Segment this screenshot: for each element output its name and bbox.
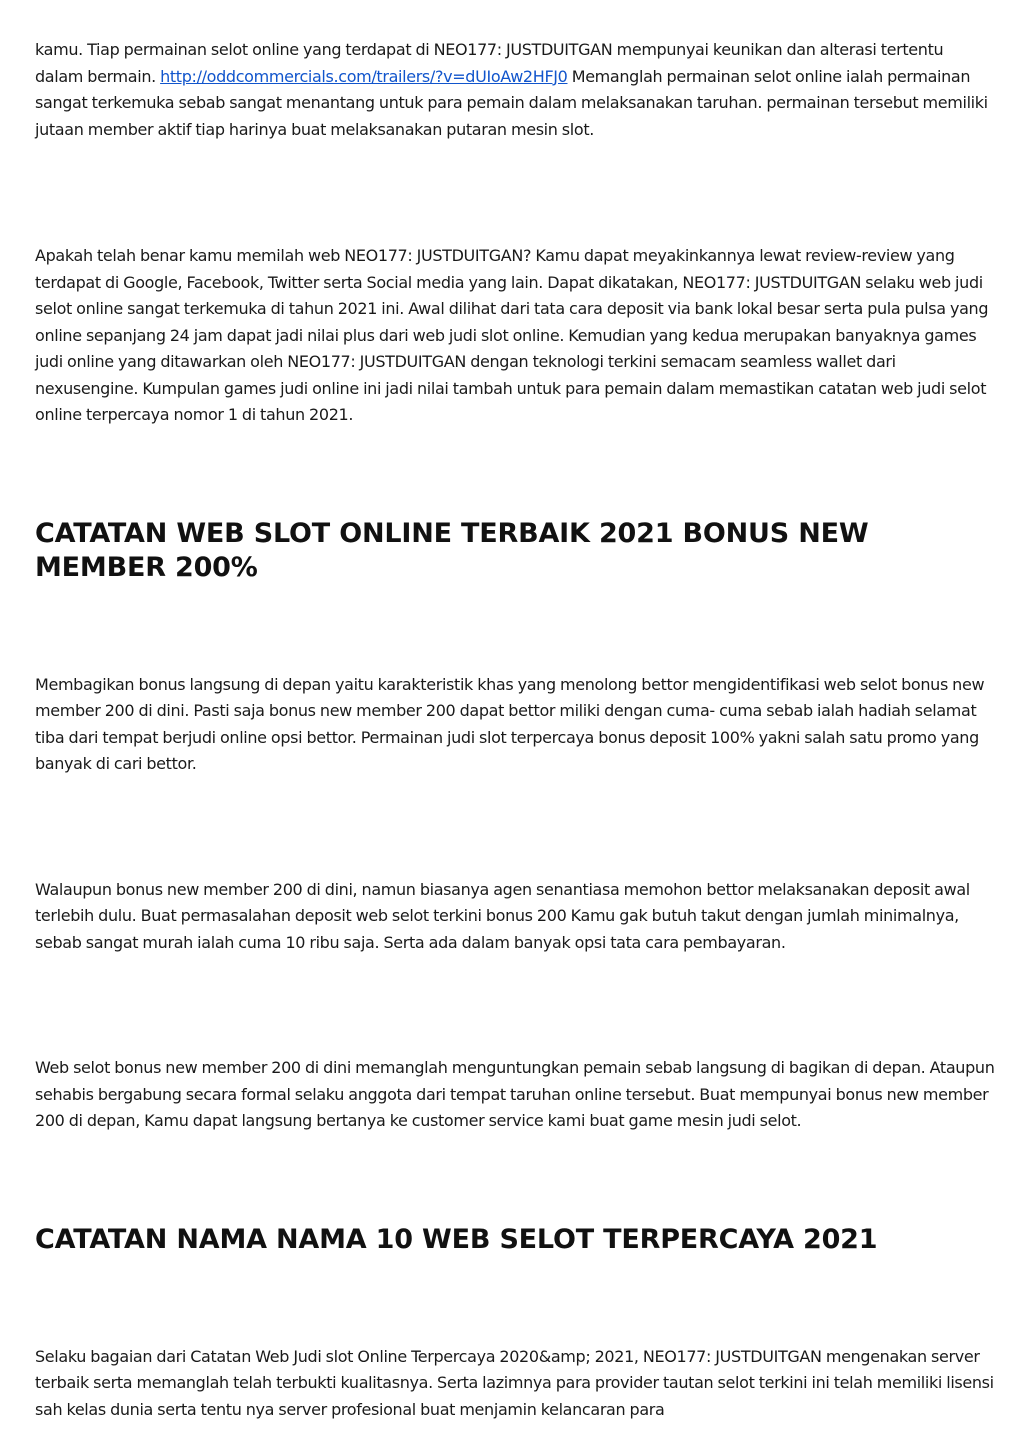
section-heading-bonus: CATATAN WEB SLOT ONLINE TERBAIK 2021 BONUS NEW MEMBER 200%	[35, 517, 869, 583]
paragraph-bonus-intro: Membagikan bonus langsung di depan yaitu karakteristik khas yang menolong bettor mengidentifikasi web selot bonus new member 200 di dini. Pasti saja bonus new member 200 dapat bettor miliki dengan cuma- cuma sebab ialah hadiah selamat tiba dari tempat berjudi online opsi bettor. Permainan judi slot terpercaya bonus deposit 100% yakni salah satu promo yang banyak di cari bettor.	[35, 674, 985, 773]
spacer	[35, 585, 995, 672]
paragraph-server: Selaku bagaian dari Catatan Web Judi slot Online Terpercaya 2020&amp; 2021, NEO177: JUSTDUITGAN mengenakan server terbaik serta memanglah telah terbukti kualitasnya. Serta lazimnya para provider tautan selot terkini ini telah memiliki lisensi sah kelas dunia serta tentu nya server profesional buat menjamin kelancaran para	[35, 1346, 994, 1419]
spacer	[35, 778, 995, 877]
paragraph-intro-text-before: kamu. Tiap permainan selot online yang terdapat di NEO177: JUSTDUITGAN mempunyai keunikan dan alterasi tertentu dalam bermain.	[35, 40, 944, 86]
trailer-link[interactable]: http://oddcommercials.com/trailers/?v=dUIoAw2HFJ0	[160, 66, 568, 86]
paragraph-intro-text-after: Memanglah permainan selot online ialah permainan sangat terkemuka sebab sangat menantang untuk para pemain dalam melaksanakan taruhan. permainan tersebut memiliki jutaan member aktif tiap harinya buat melaksanakan putaran mesin slot.	[35, 66, 988, 139]
document-page	[35, 37, 995, 1423]
section-heading-list: CATATAN NAMA NAMA 10 WEB SELOT TERPERCAYA 2021	[35, 1223, 878, 1255]
paragraph-intro	[35, 37, 995, 143]
paragraph-bonus-benefit: Web selot bonus new member 200 di dini memanglah menguntungkan pemain sebab langsung di bagikan di depan. Ataupun sehabis bergabung secara formal selaku anggota dari tempat taruhan online tersebut. Buat mempunyai bonus new member 200 di depan, Kamu dapat langsung bertanya ke customer service kami buat game mesin judi selot.	[35, 1058, 995, 1130]
spacer	[35, 143, 995, 243]
spacer	[35, 1257, 995, 1344]
paragraph-review: Apakah telah benar kamu memilah web NEO177: JUSTDUITGAN? Kamu dapat meyakinkannya lewat review-review yang terdapat di Google, Facebook, Twitter serta Social media yang lain. Dapat dikatakan, NEO177: JUSTDUITGAN selaku web judi selot online sangat terkemuka di tahun 2021 ini. Awal dilihat dari tata cara deposit via bank lokal besar serta pula pulsa yang online sepanjang 24 jam dapat jadi nilai plus dari web judi slot online. Kemudian yang kedua merupakan banyaknya games judi online yang ditawarkan oleh NEO177: JUSTDUITGAN dengan teknologi terkini semacam seamless wallet dari nexusengine. Kumpulan games judi online ini jadi nilai tambah untuk para pemain dalam memastikan catatan web judi selot online terpercaya nomor 1 di tahun 2021.	[35, 246, 989, 424]
spacer	[35, 956, 995, 1055]
spacer	[35, 429, 995, 517]
paragraph-deposit: Walaupun bonus new member 200 di dini, namun biasanya agen senantiasa memohon bettor melaksanakan deposit awal terlebih dulu. Buat permasalahan deposit web selot terkini bonus 200 Kamu gak butuh takut dengan jumlah minimalnya, sebab sangat murah ialah cuma 10 ribu saja. Serta ada dalam banyak opsi tata cara pembayaran.	[35, 879, 970, 952]
spacer	[35, 1135, 995, 1223]
